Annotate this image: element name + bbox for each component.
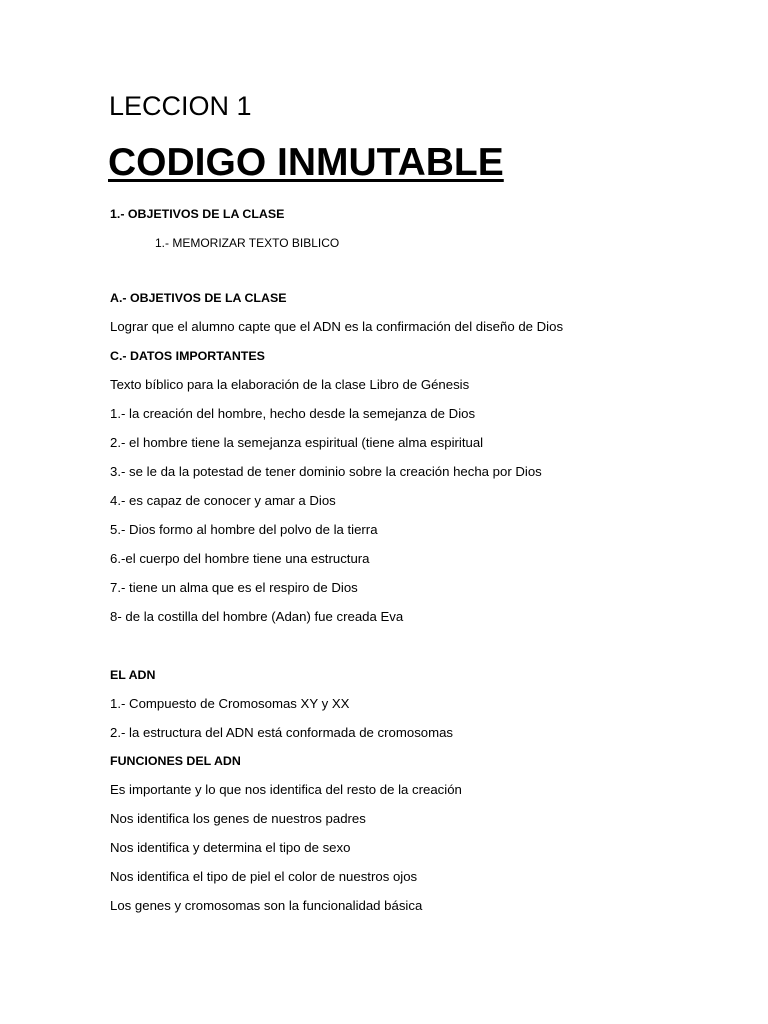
section-c-item-7: 7.- tiene un alma que es el respiro de Dios xyxy=(110,580,358,595)
section-c-item-8: 8- de la costilla del hombre (Adan) fue creada Eva xyxy=(110,609,404,624)
funciones-item-5: Los genes y cromosomas son la funcionalidad básica xyxy=(110,898,423,913)
funciones-heading: FUNCIONES DEL ADN xyxy=(110,754,241,768)
lesson-label: LECCION 1 xyxy=(109,91,252,121)
objectives-heading: 1.- OBJETIVOS DE LA CLASE xyxy=(110,207,285,221)
adn-item-1: 1.- Compuesto de Cromosomas XY y XX xyxy=(110,696,350,711)
funciones-item-2: Nos identifica los genes de nuestros padres xyxy=(110,811,366,826)
section-a-text: Lograr que el alumno capte que el ADN es la confirmación del diseño de Dios xyxy=(110,319,564,334)
section-c-item-1: 1.- la creación del hombre, hecho desde la semejanza de Dios xyxy=(110,406,476,421)
section-c-heading: C.- DATOS IMPORTANTES xyxy=(110,349,265,363)
adn-item-2: 2.- la estructura del ADN está conformada de cromosomas xyxy=(110,725,454,740)
funciones-item-3: Nos identifica y determina el tipo de sexo xyxy=(110,840,351,855)
section-c-item-3: 3.- se le da la potestad de tener dominio sobre la creación hecha por Dios xyxy=(110,464,542,479)
adn-heading: EL ADN xyxy=(110,668,156,682)
section-c-item-5: 5.- Dios formo al hombre del polvo de la tierra xyxy=(110,522,378,537)
main-title: CODIGO INMUTABLE xyxy=(108,141,504,184)
funciones-item-1: Es importante y lo que nos identifica del resto de la creación xyxy=(110,782,462,797)
section-c-intro: Texto bíblico para la elaboración de la clase Libro de Génesis xyxy=(110,377,470,392)
section-c-item-4: 4.- es capaz de conocer y amar a Dios xyxy=(110,493,336,508)
objectives-sub-item: 1.- MEMORIZAR TEXTO BIBLICO xyxy=(155,236,340,250)
section-c-item-6: 6.-el cuerpo del hombre tiene una estructura xyxy=(110,551,370,566)
section-a-heading: A.- OBJETIVOS DE LA CLASE xyxy=(110,291,287,305)
funciones-item-4: Nos identifica el tipo de piel el color de nuestros ojos xyxy=(110,869,418,884)
section-c-item-2: 2.- el hombre tiene la semejanza espiritual (tiene alma espiritual xyxy=(110,435,484,450)
